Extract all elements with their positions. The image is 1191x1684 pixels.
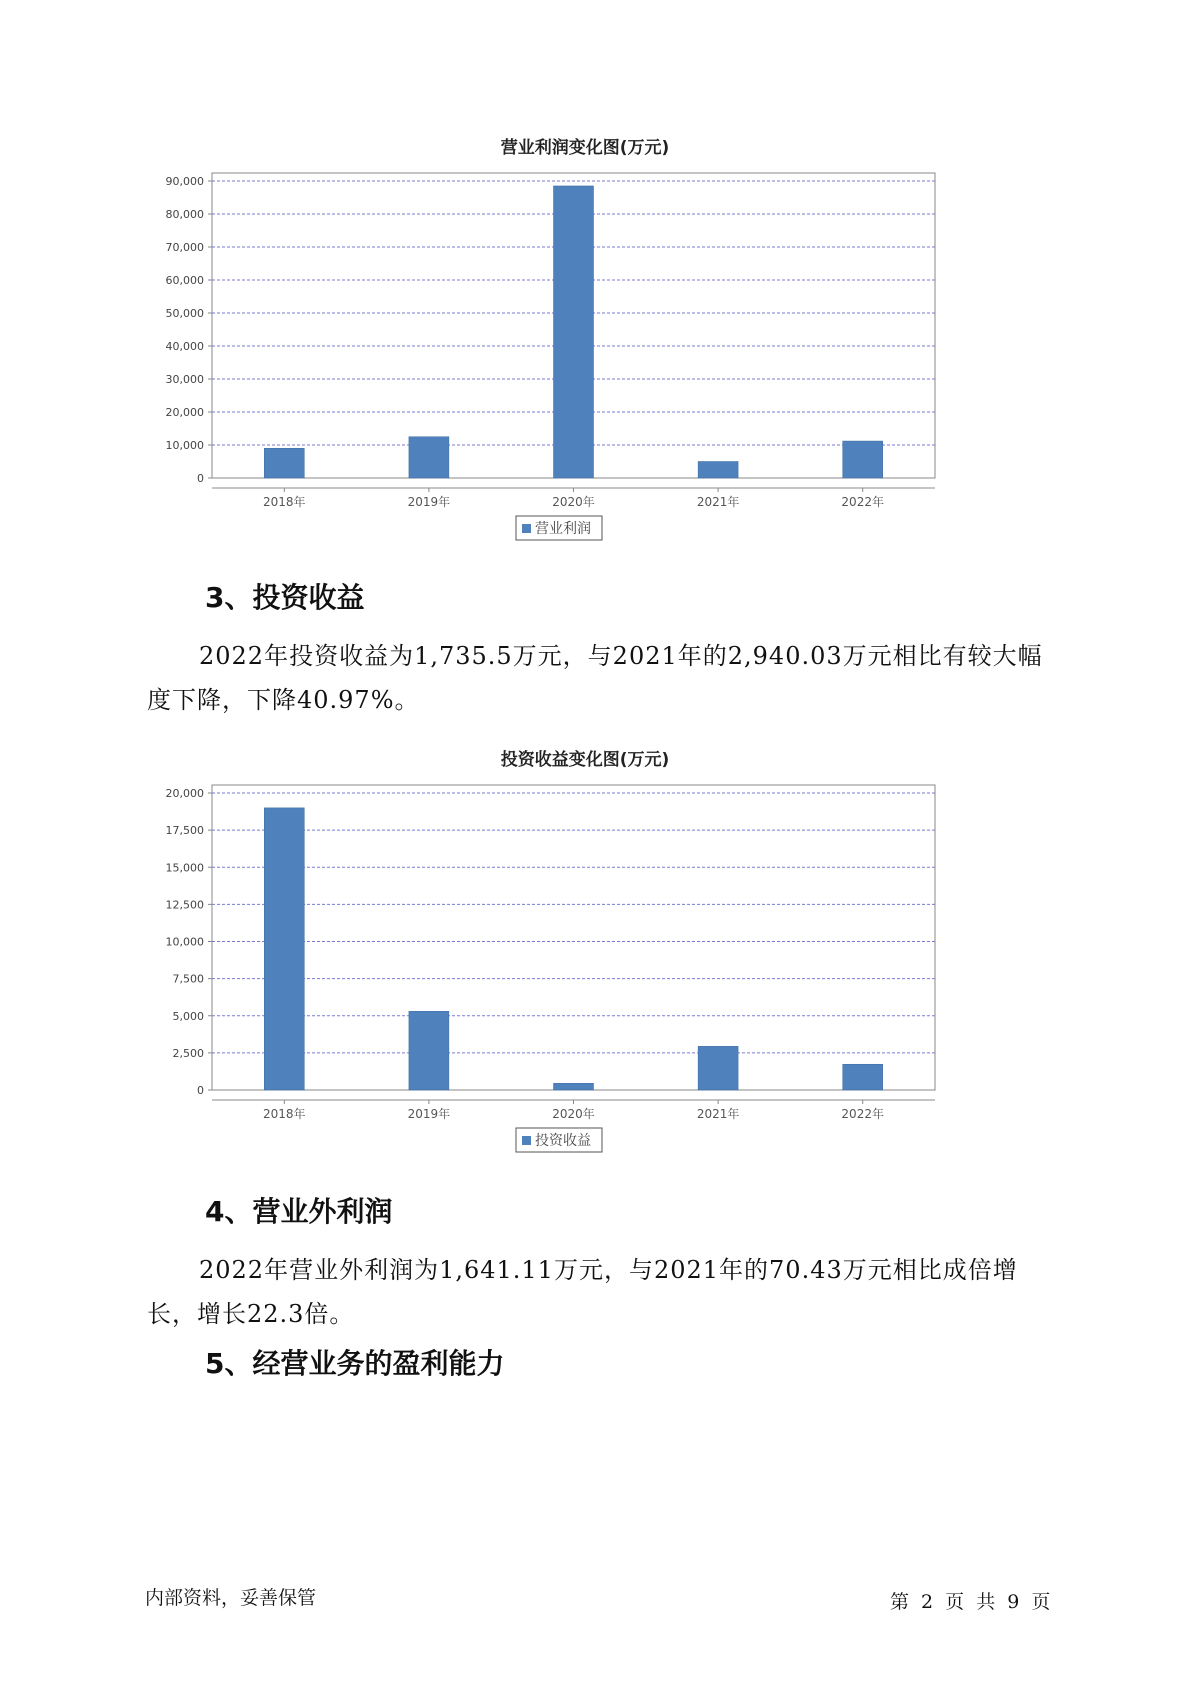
y-tick-label: 10,000	[165, 439, 204, 452]
y-tick-label: 50,000	[165, 307, 204, 320]
investment-income-chart	[150, 745, 1020, 1165]
y-tick-label: 20,000	[165, 787, 204, 800]
footer-page-number: 第 2 页 共 9 页	[890, 1591, 1051, 1613]
x-tick-label: 2018年	[263, 1107, 306, 1121]
bar	[264, 808, 304, 1090]
legend-swatch	[522, 1136, 531, 1145]
footer-confidential-note: 内部资料，妥善保管	[145, 1587, 317, 1609]
chart-title: 营业利润变化图(万元)	[500, 138, 670, 158]
x-tick-label: 2020年	[552, 495, 595, 509]
section-4-text: 2022年营业外利润为1,641.11万元，与2021年的70.43万元相比成倍增长，增长22.3倍。	[147, 1256, 1018, 1328]
y-tick-label: 7,500	[172, 972, 204, 986]
bar	[409, 1011, 449, 1090]
bar	[554, 186, 594, 478]
y-tick-label: 12,500	[165, 898, 204, 912]
bar	[409, 437, 449, 478]
section-3-paragraph	[147, 634, 1067, 722]
y-tick-label: 90,000	[165, 175, 204, 188]
section-4-heading: 4、营业外利润	[205, 1195, 393, 1228]
section-5-heading: 5、经营业务的盈利能力	[205, 1347, 505, 1380]
y-tick-label: 17,500	[165, 824, 204, 838]
x-tick-label: 2019年	[407, 495, 451, 509]
y-tick-label: 30,000	[165, 373, 204, 386]
y-tick-label: 5,000	[172, 1009, 204, 1023]
chart-title: 投资收益变化图(万元)	[500, 750, 670, 770]
bar	[554, 1083, 594, 1090]
bar	[843, 441, 883, 478]
x-tick-label: 2022年	[841, 1107, 884, 1121]
legend-label: 营业利润	[535, 521, 591, 537]
legend-swatch	[522, 524, 531, 533]
x-tick-label: 2021年	[696, 495, 740, 509]
y-tick-label: 0	[197, 1084, 204, 1097]
y-tick-label: 40,000	[165, 340, 204, 353]
x-tick-label: 2019年	[407, 1107, 451, 1121]
y-tick-label: 70,000	[165, 241, 204, 254]
x-tick-label: 2018年	[263, 495, 306, 509]
y-tick-label: 80,000	[165, 208, 204, 221]
bar	[698, 462, 738, 479]
investment-income-chart-svg	[150, 745, 1020, 1165]
bar	[698, 1046, 738, 1090]
y-tick-label: 0	[197, 472, 204, 485]
section-3-heading: 3、投资收益	[205, 581, 365, 614]
plot-frame	[212, 785, 935, 1090]
operating-profit-chart	[150, 133, 1020, 553]
section-3-text: 2022年投资收益为1,735.5万元，与2021年的2,940.03万元相比有较大幅度下降，下降40.97%。	[147, 642, 1043, 714]
x-tick-label: 2021年	[696, 1107, 740, 1121]
x-tick-label: 2020年	[552, 1107, 595, 1121]
operating-profit-chart-svg	[150, 133, 1020, 553]
y-tick-label: 10,000	[165, 935, 204, 949]
legend-label: 投资收益	[535, 1133, 591, 1149]
bar	[843, 1064, 883, 1090]
bar	[264, 448, 304, 478]
y-tick-label: 60,000	[165, 274, 204, 287]
y-tick-label: 20,000	[165, 406, 204, 419]
section-4-paragraph	[147, 1248, 1067, 1336]
x-tick-label: 2022年	[841, 495, 884, 509]
y-tick-label: 15,000	[165, 861, 204, 875]
y-tick-label: 2,500	[172, 1046, 204, 1060]
